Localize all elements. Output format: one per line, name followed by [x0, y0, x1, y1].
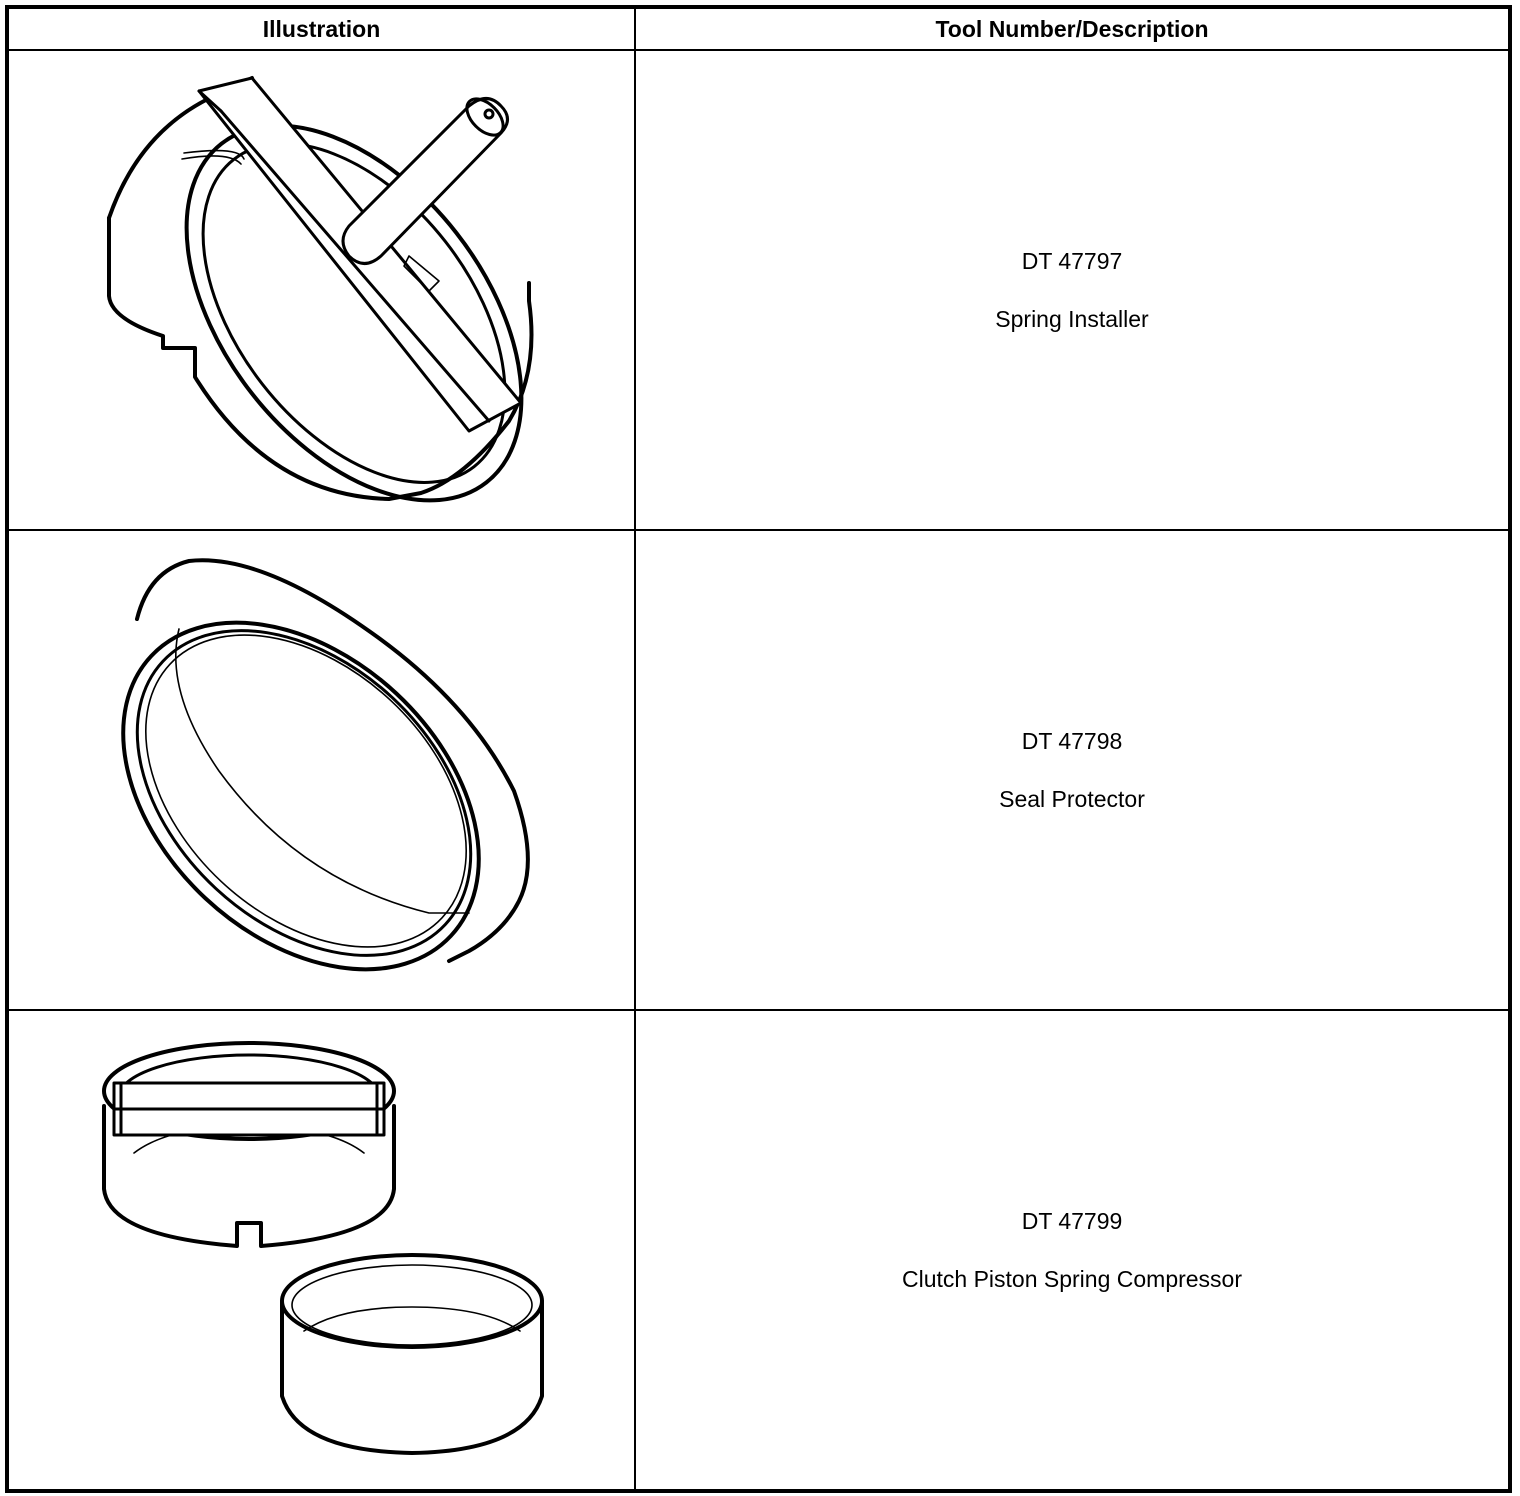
seal-protector-icon — [9, 531, 635, 1009]
spring-installer-icon — [9, 51, 635, 529]
tool-description-cell — [635, 50, 1510, 530]
header-row — [7, 7, 1510, 50]
tool-description-cell — [635, 1010, 1510, 1491]
tools-table — [5, 5, 1512, 1493]
tool-number: DT 47798 — [1021, 727, 1123, 754]
table-row — [7, 50, 1510, 530]
tool-number: DT 47797 — [1021, 247, 1123, 274]
tool-description-cell — [635, 530, 1510, 1010]
illustration-cell — [7, 1010, 635, 1491]
tool-description: Clutch Piston Spring Compressor — [901, 1265, 1243, 1292]
clutch-piston-spring-compressor-icon — [9, 1011, 635, 1489]
illustration-header: Illustration — [7, 7, 635, 50]
illustration-cell — [7, 50, 635, 530]
tool-number: DT 47799 — [1021, 1207, 1123, 1234]
tool-description: Spring Installer — [995, 305, 1149, 332]
tool-description-header: Tool Number/Description — [635, 7, 1510, 50]
table-row — [7, 530, 1510, 1010]
table-row — [7, 1010, 1510, 1491]
tool-description: Seal Protector — [999, 785, 1145, 812]
illustration-cell — [7, 530, 635, 1010]
